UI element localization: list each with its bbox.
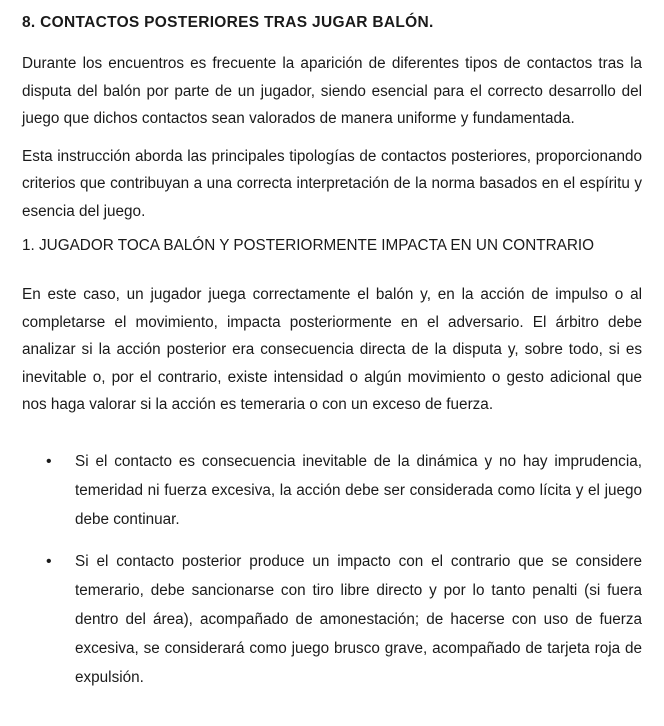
list-item xyxy=(22,547,642,692)
intro-paragraph-2: Esta instrucción aborda las principales tipologías de contactos posteriores, proporcionando criterios que contribuyan a una correcta interpretación de la norma basados en el espíritu y esencia del juego. xyxy=(22,147,642,220)
bullet-icon: • xyxy=(46,552,52,570)
section-heading: 8. CONTACTOS POSTERIORES TRAS JUGAR BALÓN. xyxy=(22,14,434,31)
intro-paragraph-1: Durante los encuentros es frecuente la aparición de diferentes tipos de contactos tras la disputa del balón por parte de un jugador, siendo esencial para el correcto desarrollo del juego que dichos contactos sean valorados de manera uniforme y fundamentada. xyxy=(22,55,642,127)
bullet-list xyxy=(22,447,642,692)
bullet-icon: • xyxy=(46,452,52,470)
subsection-heading: 1. JUGADOR TOCA BALÓN Y POSTERIORMENTE IMPACTA EN UN CONTRARIO xyxy=(22,237,595,254)
list-item-text: Si el contacto es consecuencia inevitable de la dinámica y no hay imprudencia, temeridad ni fuerza excesiva, la acción debe ser considerada como lícita y el juego debe continuar. xyxy=(75,452,642,528)
list-item-text: Si el contacto posterior produce un impacto con el contrario que se considere temerario, debe sancionarse con tiro libre directo y por lo tanto penalti (si fuera dentro del área), acompañado de amonestación; de hacerse con uso de fuerza excesiva, se considerará como juego brusco grave, acompañado de tarjeta roja de expulsión. xyxy=(75,552,642,686)
list-item xyxy=(22,447,642,534)
subsection-paragraph: En este caso, un jugador juega correctamente el balón y, en la acción de impulso o al completarse el movimiento, impacta posteriormente en el adversario. El árbitro debe analizar si la acción posterior era consecuencia directa de la disputa y, sobre todo, si es inevitable o, por el contrario, existe intensidad o algún movimiento o gesto adicional que nos haga valorar si la acción es temeraria o con un exceso de fuerza. xyxy=(22,286,642,413)
